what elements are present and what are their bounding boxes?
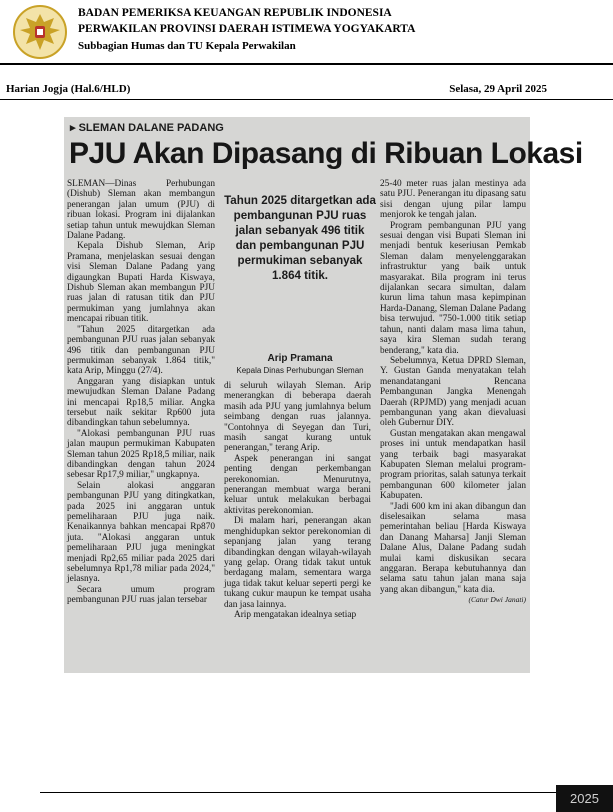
org-name-line1: BADAN PEMERIKSA KEUANGAN REPUBLIK INDONESIA — [78, 7, 392, 19]
quote-role: Kepala Dinas Perhubungan Sleman — [236, 366, 364, 375]
paragraph: 25-40 meter ruas jalan mestinya ada satu PJU. Penerangan itu dipasang satu sisi dengan ujung pilar lampu menjorok ke tengah jalan. — [380, 179, 526, 221]
year-badge: 2025 — [556, 785, 613, 812]
paragraph: Aspek penerangan ini sangat penting dengan perkembangan perekonomian. Menurutnya, penerangan membuat warga berani keluar untuk melakukan berbagai aktivitas perekonomian. — [224, 453, 371, 516]
paragraph: Sebelumnya, Ketua DPRD Sleman, Y. Gustan Ganda menyatakan telah menandatangani Rencana Pembangunan Jangka Menengah Daerah (RPJMD) yang menjadi acuan pembangunan yang akan dievaluasi oleh Gubernur DIY. — [380, 355, 526, 429]
paragraph: Program pembangunan PJU yang sesuai dengan visi Bupati Sleman ini menjadi bentuk keseriusan Pemkab Sleman dalam menyelenggarakan infrastruktur yang baik untuk masyarakat. Bila program ini terus dijalankan secara simultan, dalam kurun lima tahun masa kepimpinan Harda-Danang, Sleman Dalane Padang bisa terwujud. "750-1.000 titik setiap tahun, nanti dalam masa lima tahun, saya kira Sleman sudah terang benderang," kata dia. — [380, 220, 526, 356]
paragraph: Di malam hari, penerangan akan menghidupkan sektor perekonomian di sepanjang jalan yang terang dibandingkan dengan wilayah-wilayah yang gelap. Orang tidak takut untuk berdagang malam, sementara warga juga tidak takut keluar seperti pergi ke tukang cukur maupun ke tempat usaha dan jasa lainnya. — [224, 516, 371, 610]
quote-name: Arip Pramana — [267, 353, 333, 364]
footer-divider — [40, 792, 556, 793]
paragraph: di seluruh wilayah Sleman. Arip menerangkan di beberapa daerah masih ada PJU yang jumlahnya belum seimbang dengan ruas jalannya. "Contohnya di Seyegan dan Turi, masih sangat kurang untuk penerangan," terang Arip. — [224, 381, 371, 454]
header-divider — [0, 63, 613, 65]
article-column-3 — [380, 179, 526, 606]
paragraph: Kepala Dishub Sleman, Arip Pramana, menjelaskan sesuai dengan visi Sleman Dalane Padang yang digaungkan Bupati Harda Kiswaya, Dishub Sleman akan membangun PJU ruas jalan di ratusan titik dan PJU permukiman yang jumlahnya akan mencapai ribuan titik. — [67, 241, 215, 325]
article-kicker: ▸ SLEMAN DALANE PADANG — [70, 122, 224, 134]
paragraph: "Alokasi pembangunan PJU ruas jalan maupun permukiman Kabupaten Sleman tahun 2025 Rp18,5 miliar, naik dibandingkan dengan tahun 2024 sebesar Rp17,9 miliar," ungkapnya. — [67, 428, 215, 481]
article-column-2 — [224, 381, 371, 620]
paragraph: SLEMAN—Dinas Perhubungan (Dishub) Sleman akan membangun penerangan jalan umum (PJU) di ribuan lokasi. Program ini dijalankan setiap tahun untuk mewujdkan Sleman Dalane Padang. — [67, 179, 215, 242]
paragraph: Selain alokasi anggaran pembangunan PJU yang ditingkatkan, pada 2025 ini anggaran untuk pemeliharaan PJU juga naik. Kenaikannya bahkan mencapai Rp870 juta. "Alokasi anggaran untuk pemeliharaan PJU juga meningkat menjadi Rp2,65 miliar pada 2025 dari sebelumnya Rp1,78 miliar pada 2024," jelasnya. — [67, 480, 215, 585]
paragraph: Gustan mengatakan akan mengawal proses ini untuk mendapatkan hasil yang terbaik bagi masyarakat Kabupaten Sleman melalui program-program prioritas, salah satunya terkait pembangunan 600 kilometer jalan Kabupaten. — [380, 428, 526, 502]
article-column-1 — [67, 179, 215, 606]
org-name-line2: PERWAKILAN PROVINSI DAERAH ISTIMEWA YOGYAKARTA — [78, 23, 416, 35]
meta-divider — [0, 99, 613, 100]
paragraph: Arip mengatakan idealnya setiap — [234, 609, 357, 620]
triangle-bullet-icon: ▸ — [70, 122, 79, 134]
org-subdivision: Subbagian Humas dan TU Kepala Perwakilan — [78, 40, 296, 52]
source-label: Harian Jogja (Hal.6/HLD) — [6, 83, 131, 95]
pull-quote: Tahun 2025 ditargetkan ada pembangunan PJU ruas jalan sebanyak 496 titik dan pembangunan PJU permukiman sebanyak 1.864 titik. — [224, 194, 376, 282]
article-headline: PJU Akan Dipasang di Ribuan Lokasi — [69, 137, 583, 170]
news-clipping — [64, 117, 583, 673]
date-label: Selasa, 29 April 2025 — [449, 83, 547, 95]
paragraph: "Tahun 2025 ditargetkan ada pembangunan PJU ruas jalan sebanyak 496 titik dan pembangunan PJU permukiman sebanyak 1.864 titik," kata Arip, Minggu (27/4). — [67, 324, 215, 377]
paragraph: Secara umum program pembangunan PJU ruas jalan tersebar — [67, 584, 215, 606]
reporter-credit: (Catur Dwi Janati) — [468, 595, 526, 605]
garuda-emblem-icon — [12, 4, 68, 60]
paragraph: "Jadi 600 km ini akan dibangun dan diselesaikan selama masa pemerintahan beliau [Harda Kiswaya dan Danang Maharsa] Janji Sleman Dalane Alus, Dalane Padang sudah mulai kami diskusikan secara anggaran. Berapa kebutuhannya dan selama satu tahun jalan mana saja yang akan dibangun," kata dia. — [380, 501, 526, 595]
paragraph: Anggaran yang disiapkan untuk mewujudkan Sleman Dalane Padang ini mencapai Rp18,5 miliar. Angka tersebut naik sekitar Rp600 juta dibandingkan tahun sebelumnya. — [67, 376, 215, 429]
